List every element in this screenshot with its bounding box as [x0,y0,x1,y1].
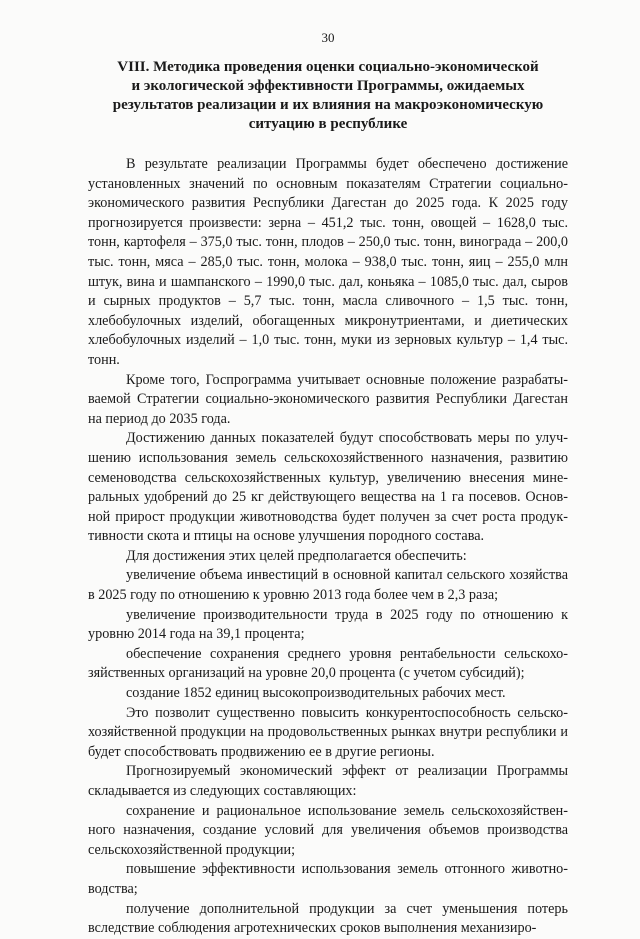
paragraph: создание 1852 единиц высокопроизводительных рабочих мест. [126,685,506,702]
section-title-line: ситуацию в республике [248,116,408,132]
section-title [88,58,568,134]
paragraph: Достижению данных показателей будут способствовать меры по улучшению использования земель сельскохозяйственного назначения, развитию семеноводства сельскохозяйственных культур, увеличению внесения минеральных удобрений до 25 кг действующего вещества на 1 га посевов. Основной прирост продукции животноводства будет получен за счет роста продуктивности скота и птицы на основе улучшения породного состава. [88,430,568,545]
paragraph: повышение эффективности использования земель отгонного животноводства; [88,861,568,897]
paragraph: Это позволит существенно повысить конкурентоспособность сельскохозяйственной продукции на продовольственных рынках внутри республики и будет способствовать продвижению ее в другие регионы. [88,704,568,760]
paragraph: сохранение и рациональное использование земель сельскохозяйственного назначения, создание условий для увеличения объемов производства сельскохозяйственной продукции; [88,802,568,858]
page-number: 30 [321,30,335,45]
paragraph: увеличение производительности труда в 2025 году по отношению к уровню 2014 года на 39,1 процента; [88,606,568,643]
paragraph: Для достижения этих целей предполагается обеспечить: [126,547,467,564]
paragraph: обеспечение сохранения среднего уровня рентабельности сельскохозяйственных организаций на уровне 20,0 процента (с учетом субсидий); [88,645,568,682]
section-title-line: и экологической эффективности Программы, ожидаемых [131,78,525,94]
paragraph: Прогнозируемый экономический эффект от реализации Программы складывается из следующих составляющих: [88,763,568,799]
document-body [88,155,568,939]
paragraph: В результате реализации Программы будет обеспечено достижение установленных значений по основным показателям Стратегии социально-экономического развития Республики Дагестан до 2025 года. К 2025 году прогнозируется произвести: зерна – 451,2 тыс. тонн, овощей – 1628,0 тыс. тонн, картофеля – 375,0 тыс. тонн, плодов – 250,0 тыс. тонн, винограда – 200,0 тыс. тонн, мяса – 285,0 тыс. тонн, молока – 938,0 тыс. тонн, яиц – 255,0 млн штук, вина и шампанского – 1990,0 тыс. дал, коньяка – 1085,0 тыс. дал, сыров и сырных продуктов – 5,7 тыс. тонн, масла сливочного – 1,5 тыс. тонн, хлебобулочных изделий, обогащенных микронутриентами, и диетических хлебобулочных изделий – 1,0 тыс. тонн, муки из зерновых культур – 1,4 тыс. тонн. [88,156,568,368]
section-title-line: результатов реализации и их влияния на макроэкономическую [112,97,544,113]
paragraph: Кроме того, Госпрограмма учитывает основные положение разрабатываемой Стратегии социально-экономического развития Республики Дагестан на период до 2035 года. [88,371,568,427]
section-title-line: VIII. Методика проведения оценки социально-экономической [117,59,539,75]
paragraph: получение дополнительной продукции за счет уменьшения потерь вследствие соблюдения агротехнических сроков выполнения механизиро- [88,900,568,937]
paragraph: увеличение объема инвестиций в основной капитал сельского хозяйства в 2025 году по отношению к уровню 2013 года более чем в 2,3 раза; [88,567,568,604]
